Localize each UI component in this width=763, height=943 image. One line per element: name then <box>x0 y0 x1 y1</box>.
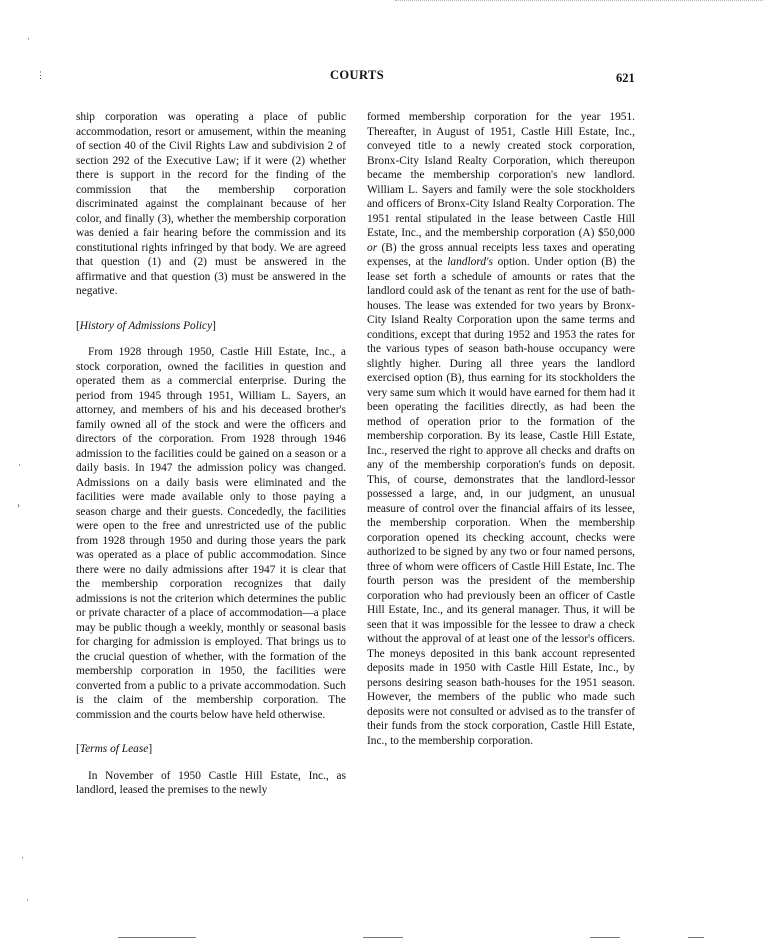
italic-term-landlords: landlord's <box>447 256 493 268</box>
italic-term-or: or <box>367 241 378 254</box>
margin-speck: ⋅ <box>27 34 31 44</box>
heading-close-bracket: ] <box>212 319 216 332</box>
bottom-scan-rule <box>688 937 704 938</box>
body-paragraph <box>367 110 635 748</box>
right-column <box>367 110 635 748</box>
body-paragraph: From 1928 through 1950, Castle Hill Estate, Inc., a stock corporation, owned the facilities in question and operated them as a commercial enterprise. During the period from 1945 through 1951, William L. Sayers, an attorney, and members of his and his deceased brother's family owned all of the stock and were the officers and directors of the corporation. From 1928 through 1946 admission to the facilities could be gained on a season or a daily basis. In 1947 the admission policy was changed. Admissions on a daily basis were eliminated and the facilities were made available only to those paying a season charge and their guests. Concededly, the facilities were open to the free and unrestricted use of the public from 1928 through 1950 and during those years the park was operated as a place of public accommodation. Since there were no daily admissions after 1947 it is clear that the membership corporation recognizes that daily admissions is not the criterion which determines the public or private character of a place of accommodation—a place may be public though a weekly, monthly or seasonal basis for charging for admission is employed. That brings us to the crucial question of whether, with the formation of the membership corporation in 1950, the facilities were converted from a public to a private accommodation. Such is the claim of the membership corporation. The commission and the courts below have held otherwise. <box>76 346 346 721</box>
heading-open-bracket: [ <box>76 319 80 332</box>
text-run: (B) the gross annual receipts less taxes and operating expenses, at the <box>367 241 635 268</box>
margin-speck: ⋮ <box>36 70 45 80</box>
margin-speck: ⋅ <box>18 460 22 470</box>
section-heading-admissions-policy <box>76 319 346 334</box>
body-paragraph: In November of 1950 Castle Hill Estate, Inc., as landlord, leased the premises to the newly <box>76 769 346 796</box>
body-paragraph: ship corporation was operating a place of public accommodation, resort or amusement, within the meaning of section 40 of the Civil Rights Law and subdivision 2 of section 292 of the Executive Law; if it were (2) whether there is support in the record for the finding of the commission that the membership corporation discriminated against the complainant because of her color, and finally (3), whether the membership corporation was denied a fair hearing before the commission and its constitutional rights infringed by that body. We are agreed that question (1) and (2) must be answered in the affirmative and that question (3) must be answered in the negative. <box>76 111 346 297</box>
section-heading-terms-of-lease <box>76 742 346 757</box>
top-edge-dotted-rule <box>395 0 763 1</box>
running-head: COURTS <box>330 68 385 82</box>
heading-text: History of Admissions Policy <box>79 319 213 332</box>
left-column <box>76 110 346 798</box>
margin-speck: ⋅ <box>21 853 25 863</box>
heading-close-bracket: ] <box>148 743 153 755</box>
margin-speck: ⋅ <box>26 895 30 905</box>
heading-text: Terms of Lease <box>79 743 149 755</box>
bottom-scan-rule <box>363 937 403 938</box>
text-run: option. Under option (B) the lease set forth a schedule of amounts or rates that the landlord could ask of the tenant as rent for the use of bath-houses. The lease was extended for two years by Bronx-City Island Realty Corporation upon the same terms and conditions, except that during 1952 and 1953 the rates for the various types of season bath-house occupancy were slightly higher. During all three years the landlord exercised option (B), thus earning for its stockholders the very same sum which it would have earned for them had it been operating the facilities directly, as had been the method of operation prior to the formation of the membership corporation. By its lease, Castle Hill Estate, Inc., reserved the right to approve all checks and drafts on any of the membership corporation's funds on deposit. This, of course, demonstrates that the landlord-lessor possessed a large, and, in our judgment, an unusual measure of control over the financial affairs of its lessee, the membership corporation. When the membership corporation opened its checking account, checks were authorized to be signed by any two or four named persons, three of whom were officers of Castle Hill Estate, Inc. The fourth person was the president of the membership corporation who had previously been an officer of Castle Hill Estate, Inc., and its general manager. Thus, it will be seen that it was impossible for the lessee to draw a check without the approval of at least one of the lessor's officers. The moneys deposited in this bank account represented deposits made in 1950 with Castle Hill Estate, Inc., by persons desiring season bath-houses for the 1951 season. However, the members of the public who made such deposits were not consulted or advised as to the transfer of their funds from the stock corporation, Castle Hill Estate, Inc., to the membership corporation. <box>367 256 636 747</box>
margin-speck: › <box>17 500 20 510</box>
bottom-scan-rule <box>590 937 620 938</box>
bottom-scan-rule <box>118 937 196 938</box>
page-number: 621 <box>616 71 635 85</box>
text-run: formed membership corporation for the year 1951. Thereafter, in August of 1951, Castle Hill Estate, Inc., conveyed title to a newly created stock corporation, Bronx-City Island Realty Corporation, which thereupon became the membership corporation's new landlord. William L. Sayers and family were the sole stockholders and officers of Bronx-City Island Realty Corporation. The 1951 rental stipulated in the lease between Castle Hill Estate, Inc., and the membership corporation (A) $50,000 <box>367 111 635 239</box>
heading-open-bracket: [ <box>76 743 80 755</box>
